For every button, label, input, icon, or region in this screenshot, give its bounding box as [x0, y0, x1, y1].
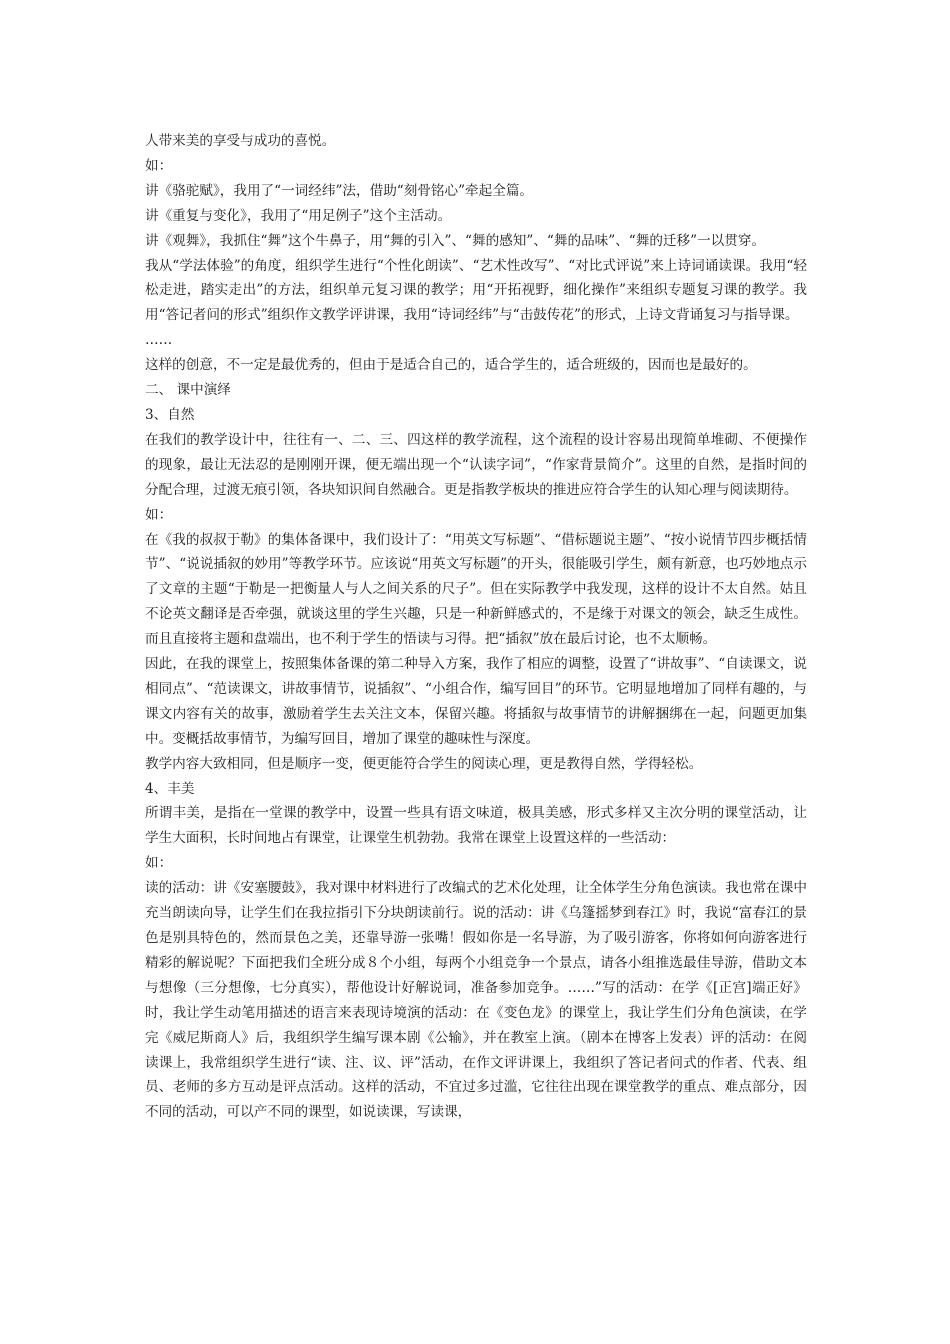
paragraph: 在《我的叔叔于勒》的集体备课中，我们设计了：“用英文写标题”、“借标题说主题”、“按小说情节四步概括情节”、“说说插叙的妙用”等教学环节。应该说“用英文写标题”的开头，很能吸引学生，颇有新意，也巧妙地点示了文章的主题“于勒是一把衡量人与人之间关系的尺子”。但在实际教学中我发现，这样的设计不太自然。姑且不论英文翻译是否牵强，就谈这里的学生兴趣，只是一种新鲜感式的，不是缘于对课文的领会，缺乏生成性。而且直接将主题和盘端出，也不利于学生的悟读与习得。把“插叙”放在最后讨论，也不太顺畅。	[145, 531, 807, 648]
paragraph: 在我们的教学设计中，往往有一、二、三、四这样的教学流程，这个流程的设计容易出现简单堆砌、不便操作的现象，最让无法忍的是刚刚开课，便无端出现一个“认读字词”，“作家背景简介”。这里的自然，是指时间的分配合理，过渡无痕引领，各块知识间自然融合。更是指教学板块的推进应符合学生的认知心理与阅读期待。	[145, 431, 807, 498]
paragraph: 如：	[145, 855, 173, 872]
paragraph: 读的活动：讲《安塞腰鼓》，我对课中材料进行了改编式的艺术化处理，让全体学生分角色演读。我也常在课中充当朗读向导，让学生们在我拉指引下分块朗读前行。说的活动：讲《乌篷摇梦到春江》时，我说“富春江的景色是别具特色的，然而景色之美，还靠导游一张嘴！假如你是一名导游，为了吸引游客，你将如何向游客进行精彩的解说呢？下面把我们全班分成８个小组，每两个小组竞争一个景点，请各小组推选最佳导游，借助文本与想像（三分想像，七分真实），帮他设计好解说词，准备参加竞争。……”写的活动：在学《[正宫]端正好》时，我让学生动笔用描述的语言来表现诗境演的活动：在《变色龙》的课堂上，我让学生们分角色演读，在学完《威尼斯商人》后，我组织学生编写课本剧《公输》，并在教室上演。（剧本在博客上发表）评的活动：在阅读课上，我常组织学生进行“读、注、议、评”活动，在作文评讲课上，我组织了答记者问式的作者、代表、组员、老师的多方互动是评点活动。这样的活动，不宜过多过滥，它往往出现在课堂教学的重点、难点部分，因不同的活动，可以产不同的课型，如说读课，写读课，	[145, 880, 807, 1121]
ellipsis-line: ……	[145, 332, 173, 349]
paragraph: 人带来美的享受与成功的喜悦。	[145, 133, 336, 149]
subsection-heading: 3、自然	[145, 406, 195, 423]
document-body	[145, 129, 807, 1125]
subsection-heading: 4、丰美	[145, 780, 195, 797]
paragraph: 如：	[145, 506, 173, 523]
paragraph: 因此，在我的课堂上，按照集体备课的第二种导入方案，我作了相应的调整，设置了“讲故事”、“自读课文，说相同点”、“范读课文，讲故事情节，说插叙”、“小组合作，编写回目”的环节。它明显地增加了同样有趣的，与课文内容有关的故事，激励着学生去关注文本，保留兴趣。将插叙与故事情节的讲解捆绑在一起，问题更加集中。变概括故事情节，为编写回目，增加了课堂的趣味性与深度。	[145, 656, 807, 747]
paragraph: 这样的创意，不一定是最优秀的，但由于是适合自己的，适合学生的，适合班级的，因而也是最好的。	[145, 357, 757, 374]
paragraph: 讲《骆驼赋》，我用了“一词经纬”法，借助“刻骨铭心”牵起全篇。	[145, 182, 534, 199]
paragraph: 所谓丰美，是指在一堂课的教学中，设置一些具有语文味道，极具美感，形式多样又主次分明的课堂活动，让学生大面积，长时间地占有课堂，让课堂生机勃勃。我常在课堂上设置这样的一些活动：	[145, 805, 807, 847]
section-heading: 二、 课中演绎	[145, 382, 231, 399]
paragraph: 我从“学法体验”的角度，组织学生进行“个性化朗读”、“艺术性改写”、“对比式评说”来上诗词诵读课。我用“轻松走进，踏实走出”的方法，组织单元复习课的教学；用“开拓视野，细化操作”来组织专题复习课的教学。我用“答记者问的形式”组织作文教学评讲课，我用“诗词经纬”与“击鼓传花”的形式，上诗文背诵复习与指导课。	[145, 257, 807, 324]
paragraph: 讲《重复与变化》，我用了“用足例子”这个主活动。	[145, 207, 452, 224]
paragraph: 讲《观舞》，我抓住“舞”这个牛鼻子，用“舞的引入”、“舞的感知”、“舞的品味”、“舞的迁移”一以贯穿。	[145, 232, 766, 249]
paragraph: 如：	[145, 157, 173, 174]
paragraph: 教学内容大致相同，但是顺序一变，便更能符合学生的阅读心理，更是教得自然，学得轻松。	[145, 755, 703, 772]
